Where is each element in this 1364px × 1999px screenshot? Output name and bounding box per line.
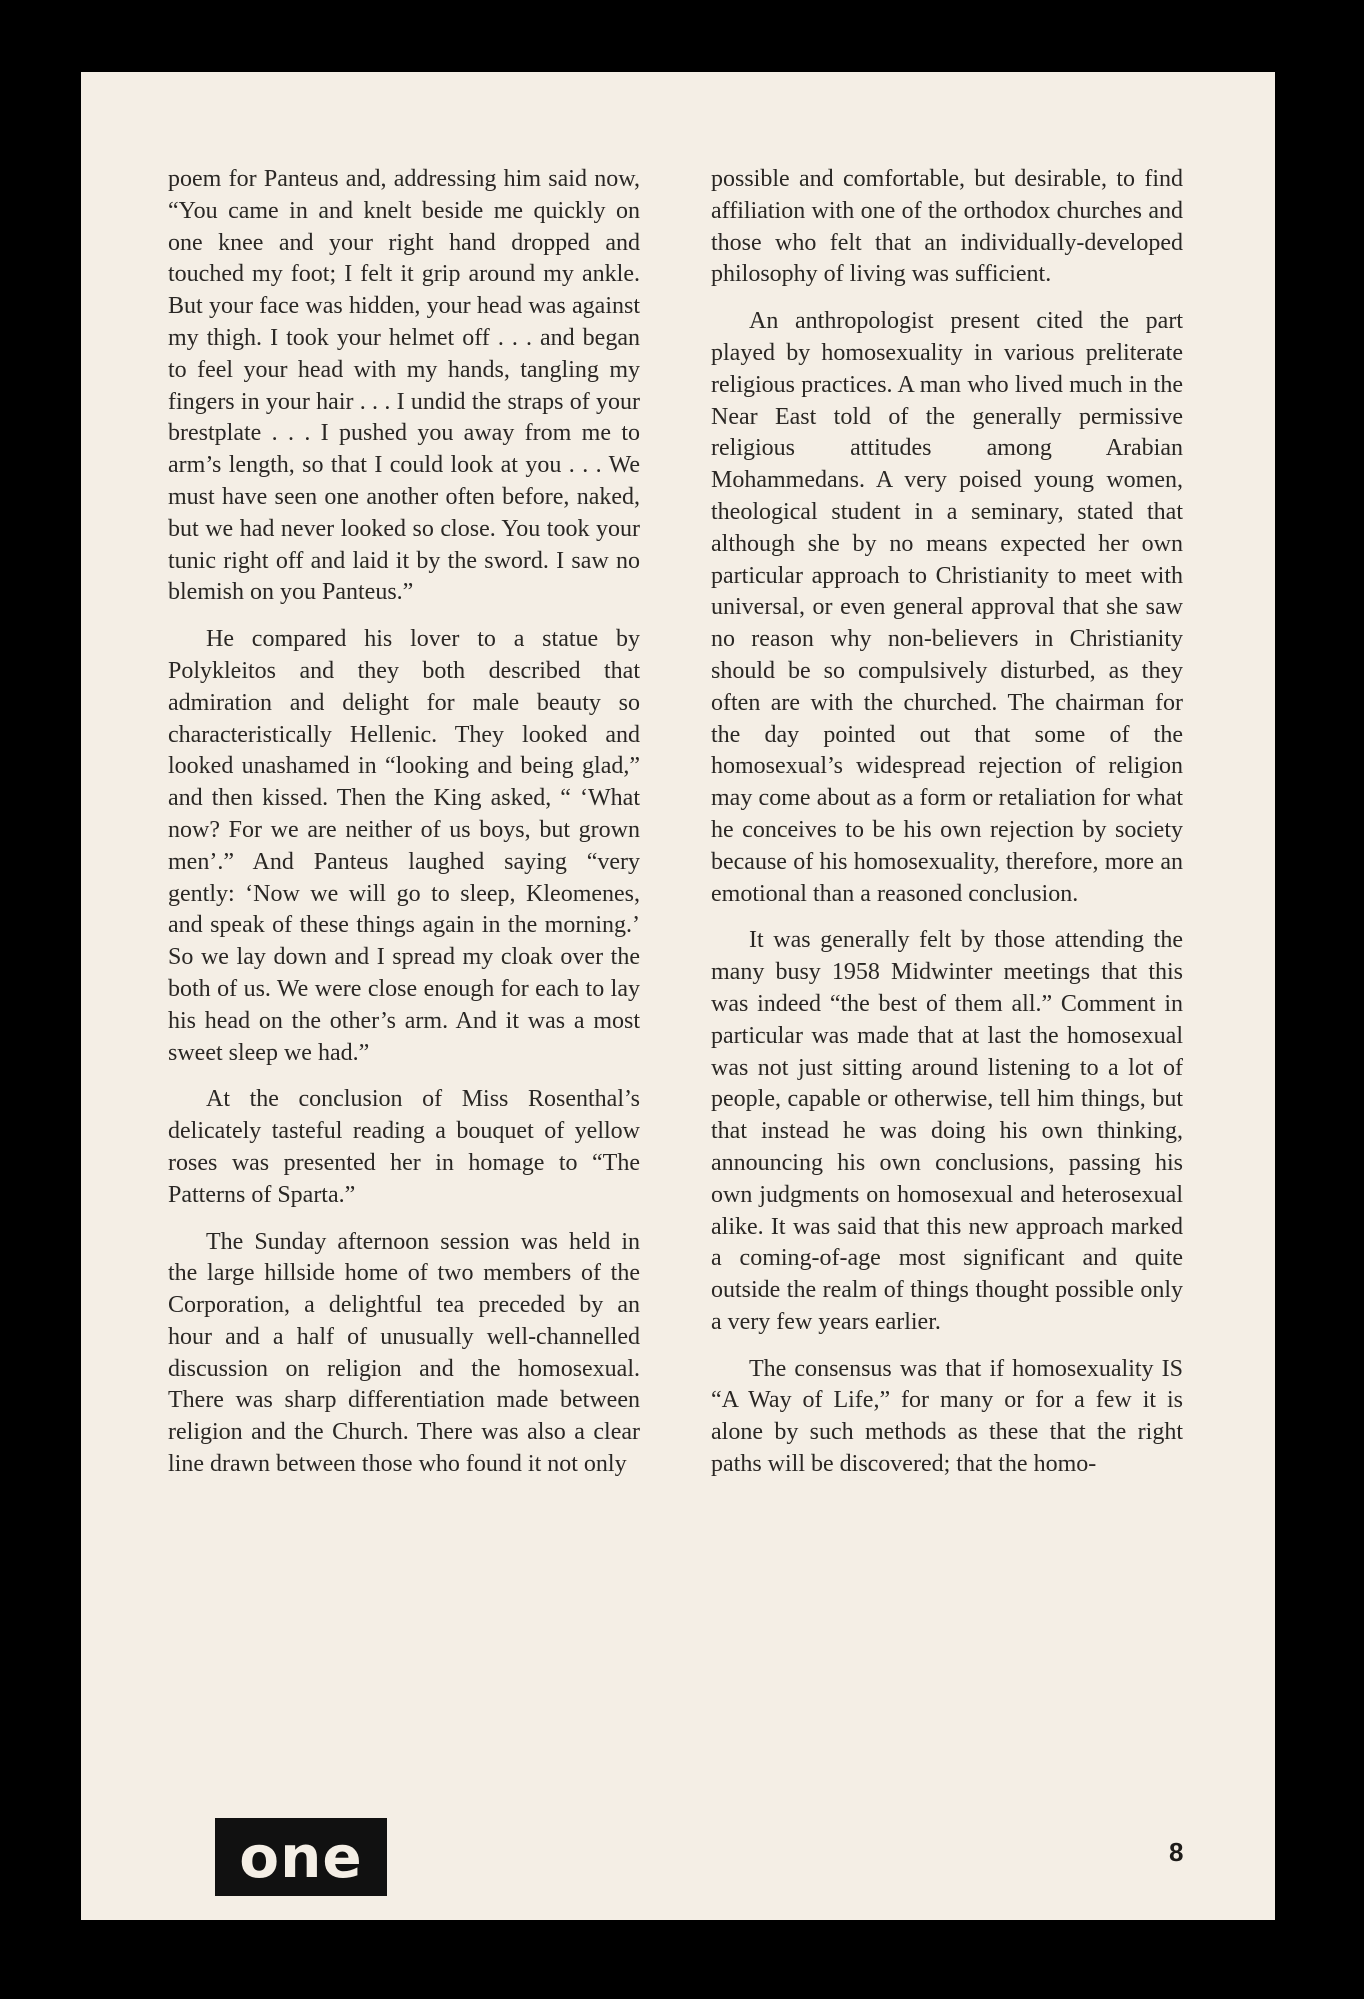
right-text-column bbox=[711, 164, 1183, 1496]
paragraph: The consensus was that if homosexuality IS “A Way of Life,” for many or for a few it is alone by such methods as these that the right paths will be discovered; that the homo- bbox=[711, 1355, 1183, 1478]
paragraph: An anthropologist present cited the part played by homosexuality in various preliterate religious practices. A man who lived much in the Near East told of the generally permissive religious attitudes among Arabian Mohammedans. A very poised young women, theological student in a seminary, stated that although she by no means expected her own particular approach to Christianity to meet with universal, or even general approval that she saw no reason why non-believers in Christianity should be so compulsively disturbed, as they often are with the churched. The chairman for the day pointed out that some of the homosexual’s widespread rejection of religion may come about as a form or retaliation for what he conceives to be his own rejection by society because of his homosexuality, therefore, more an emotional than a reasoned conclusion. bbox=[711, 308, 1183, 907]
page-number: 8 bbox=[1169, 1837, 1184, 1867]
paragraph: At the conclusion of Miss Rosenthal’s delicately tasteful reading a bouquet of yellow roses was presented her in homage to “The Patterns of Sparta.” bbox=[168, 1086, 640, 1208]
paragraph: The Sunday afternoon session was held in the large hillside home of two members of the Corporation, a delightful tea preceded by an hour and a half of unusually well-channelled discussion on religion and the homosexual. There was sharp differentiation made between religion and the Church. There was also a clear line drawn between those who found it not only bbox=[168, 1228, 640, 1478]
paragraph: It was generally felt by those attending the many busy 1958 Midwinter meetings that this was indeed “the best of them all.” Comment in particular was made that at last the homosexual was not just sitting around listening to a lot of people, capable or otherwise, tell him things, but that instead he was doing his own thinking, announcing his own conclusions, passing his own judgments on homosexual and heterosexual alike. It was said that this new approach marked a coming-of-age most significant and quite outside the realm of things thought possible only a very few years earlier. bbox=[711, 927, 1183, 1335]
left-text-column bbox=[168, 164, 640, 1496]
paragraph: possible and comfortable, but desirable, to find affiliation with one of the orthodox churches and those who felt that an individually-developed philosophy of living was sufficient. bbox=[711, 166, 1183, 288]
paragraph: poem for Panteus and, addressing him said now, “You came in and knelt beside me quickly on one knee and your right hand dropped and touched my foot; I felt it grip around my ankle. But your face was hidden, your head was against my thigh. I took your helmet off . . . and began to feel your head with my hands, tangling my fingers in your hair . . . I undid the straps of your brestplate . . . I pushed you away from me to arm’s length, so that I could look at you . . . We must have seen one another often before, naked, but we had never looked so close. You took your tunic right off and laid it by the sword. I saw no blemish on you Panteus.” bbox=[168, 166, 640, 606]
magazine-logo: one bbox=[215, 1818, 387, 1896]
magazine-page bbox=[81, 72, 1275, 1920]
paragraph: He compared his lover to a statue by Polykleitos and they both described that admiration and delight for male beauty so characteristically Hellenic. They looked and looked unashamed in “looking and being glad,” and then kissed. Then the King asked, “ ‘What now? For we are neither of us boys, but grown men’.” And Panteus laughed saying “very gently: ‘Now we will go to sleep, Kleomenes, and speak of these things again in the morning.’ So we lay down and I spread my cloak over the both of us. We were close enough for each to lay his head on the other’s arm. And it was a most sweet sleep we had.” bbox=[168, 626, 640, 1066]
